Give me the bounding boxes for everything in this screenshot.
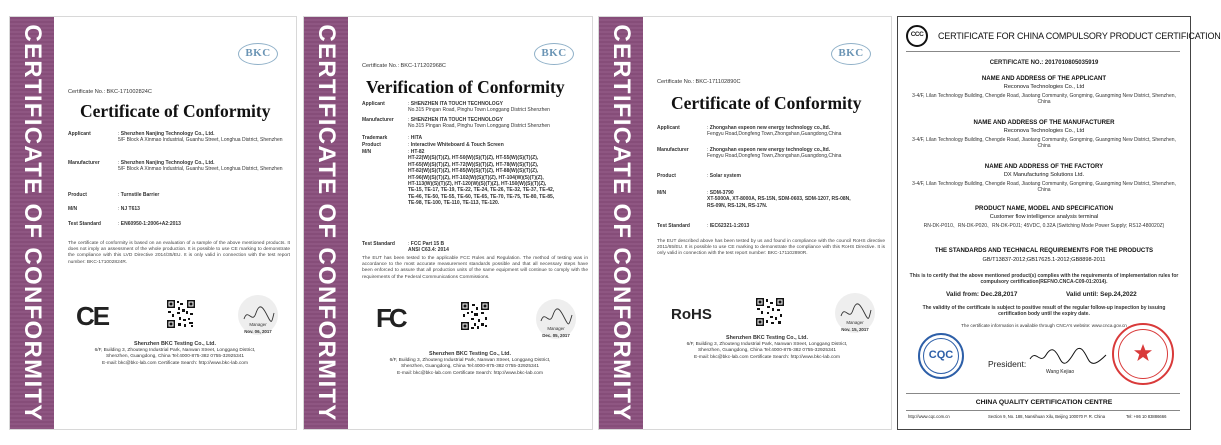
cqc-seal: CQC bbox=[918, 333, 964, 379]
model-row: M/N : SDM-3790 XT-5000A, XT-8000A, RS-15N, SDM-0603, SDM-1207, RS-08N, RS-09N, RS-12N, RS-17N. bbox=[657, 190, 851, 209]
valid-from: Valid from: Dec.28,2017 bbox=[946, 291, 1018, 298]
manufacturer-heading: NAME AND ADDRESS OF THE MANUFACTURER bbox=[973, 119, 1115, 126]
footer-address: Section 9, No. 188, Nansihuan Xilu, Beijing 100070 P. R. China bbox=[988, 414, 1106, 419]
lab-footer: Shenzhen BKC Testing Co., Ltd. 6/F, Building 3, Zhouteng Industrial Park, Nanwan Street, Longgang District, Shenzhen, Guangdong, China Tel:4000-875-382 0755-32925341 E-mail: bkc@bkc-lab.com Certificate Search: http://www.bkc-lab.com bbox=[686, 335, 848, 360]
valid-until: Valid until: Sep.24,2022 bbox=[1066, 291, 1137, 298]
divider bbox=[906, 51, 1180, 52]
bkc-logo: BKC bbox=[238, 41, 280, 69]
signature-date: Nov. 06, 2017 bbox=[244, 329, 272, 334]
applicant-address: 3-4/F, Lilan Technology Building, Chengde Road, Jiaotang Community, Gongming, Guangming New District, Shenzhen, China bbox=[912, 93, 1176, 106]
banner-text: CERTIFICATE OF CONFORMITY bbox=[608, 24, 635, 422]
divider bbox=[906, 393, 1180, 394]
trademark-row: Trademark : HITA bbox=[362, 135, 423, 141]
product-row: Product : Solar system bbox=[657, 173, 741, 179]
certificate-number: Certificate No.: BKC-171002824C bbox=[68, 89, 152, 95]
page-title: CERTIFICATE FOR CHINA COMPULSORY PRODUCT CERTIFICATION bbox=[938, 31, 1221, 41]
fcc-mark: FC bbox=[376, 303, 405, 333]
signature-date: Nov. 15, 2017 bbox=[841, 327, 869, 332]
ccc-logo: CCC bbox=[906, 25, 928, 47]
ce-mark: CE bbox=[76, 301, 109, 331]
issuer-name: CHINA QUALITY CERTIFICATION CENTRE bbox=[975, 399, 1113, 406]
validity-note: The validity of the certificate is subject to positive result of the regular follow-up inspection by issuing certification body until the expiry date. bbox=[922, 305, 1166, 318]
applicant-row: Applicant : Shenzhen Nanjing Technology Co., Ltd. 5/F Block A Xinmao Industrial, Guanhu Street, Longhua District, Shenzhen bbox=[68, 131, 283, 144]
standard-row: Test Standard : EN60950-1:2006+A2:2013 bbox=[68, 221, 181, 227]
statement: The certificate of conformity is based on an evaluation of a sample of the above mentioned products. It does not imply an assessment of the whole production. It is possible to use CE marking to demonstrate the compliance with this LVD Directive 2014/35/EU. It is only valid in connection with the test report number: BKC-171002824R. bbox=[68, 241, 290, 265]
divider bbox=[906, 410, 1180, 411]
page-title: Certificate of Conformity bbox=[80, 101, 271, 121]
applicant-row: Applicant : SHENZHEN ITA TOUCH TECHNOLOGY No.315 Pingan Road, Pinghu Town Longgang District Shenzhen bbox=[362, 101, 550, 114]
factory-heading: NAME AND ADDRESS OF THE FACTORY bbox=[984, 163, 1104, 170]
bkc-logo: BKC bbox=[831, 41, 873, 69]
applicant-name: Reconova Technologies Co., Ltd bbox=[1003, 84, 1085, 90]
qr-code bbox=[166, 299, 196, 329]
lab-footer: Shenzhen BKC Testing Co., Ltd. 6/F, Building 3, Zhouteng Industrial Park, Nanwan Street, Longgang District, Shenzhen, Guangdong, China Tel:4000-875-382 0755-32925341 E-mail: bkc@bkc-lab.com Certificate Search: http://www.bkc-lab.com bbox=[389, 351, 551, 376]
factory-name: DX Manufacturing Solutions Ltd. bbox=[1003, 172, 1085, 178]
banner-text: CERTIFICATE OF CONFORMITY bbox=[19, 24, 46, 422]
standard-row: Test Standard : IEC62321-1:2013 bbox=[657, 223, 750, 229]
statement: The EUT described above has been tested by us and found in compliance with the council RoHS directive 2011/65/EU. It is possible to use CE marking to demonstrate the compliance with this RoHS Directive. It is only valid in connection with the test report number: BKC-171102890R. bbox=[657, 239, 885, 257]
product-name: Customer flow intelligence analysis terminal bbox=[989, 214, 1099, 220]
certificate-number: Certificate No.: BKC-171102890C bbox=[657, 79, 741, 85]
page-title: Certificate of Conformity bbox=[671, 93, 862, 113]
vertical-banner bbox=[599, 17, 643, 429]
manufacturer-name: Reconova Technologies Co., Ltd bbox=[1003, 128, 1085, 134]
manufacturer-address: 3-4/F, Lilan Technology Building, Chengde Road, Jiaotang Community, Gongming, Guangming New District, Shenzhen, China bbox=[912, 137, 1176, 150]
certificate-number: Certificate No.: BKC-171202968C bbox=[362, 63, 446, 69]
red-stamp bbox=[1112, 323, 1174, 385]
vertical-banner bbox=[10, 17, 54, 429]
manufacturer-row: Manufacturer : Zhongshan espeon new energy technology co.,ltd. Fengyu Road,Dongfeng Town,Zhongshan,Guangdong,China bbox=[657, 147, 842, 160]
product-heading: PRODUCT NAME, MODEL AND SPECIFICATION bbox=[974, 205, 1113, 212]
president-name: Wang Kejiao bbox=[1046, 369, 1075, 375]
model-row: M/N : NJ T613 bbox=[68, 206, 140, 212]
signature-date: Dec. 05, 2017 bbox=[542, 333, 570, 338]
banner-text: CERTIFICATE OF CONFORMITY bbox=[313, 24, 340, 422]
statement: The EUT has been tested to the applicable FCC Rules and Regulation. The method of testing was in accordance to the most accurate measurement standards possible and that all necessary steps have been enforced to assure that all production units of the same equipment will continue to comply with the requirements of the Federal Communications Commissions. bbox=[362, 256, 588, 280]
factory-address: 3-4/F, Lilan Technology Building, Chengde Road, Jiaotang Community, Gongming, Guangming New District, Shenzhen, China bbox=[912, 181, 1176, 194]
standard-row: Test Standard : FCC Part 15 B ANSI C63.4: 2014 bbox=[362, 241, 449, 254]
website: http://www.cqc.com.cn bbox=[908, 414, 950, 419]
model-row: M/N : HT-82 HT-22(W)(S)(T)(Z), HT-50(W)(S)(T)(Z), HT-55(W)(S)(T)(Z), HT-65(W)(S)(T)(Z), HT-72(W)(S)(T)(Z), HT-78(W)(S)(T)(Z), HT-82(W)(S)(T)(Z), HT-85(W)(S)(T)(Z), HT-88(W)(S)(T)(Z), HT-96(W)(S)(T)(Z), HT-102(W)(S)(T)(Z), HT-104(W)(S)(T)(Z), HT-113(W)(S)(T)(Z), HT-120(W)(S)(T)(Z), HT-150(W)(S)(T)(Z), TE-15, TE-17, TE-19, TE-22, TE-24, TE-26, TE-32, TE-37, TE-42, TE-46, TE-50, TE-55, TE-60, TE-65, TE-70, TE-75, TE-80, TE-85, TE-98, TE-100, TE-110, TE-113, TE-120. bbox=[362, 149, 555, 207]
certificate-ce bbox=[9, 16, 297, 430]
page-title: Verification of Conformity bbox=[366, 77, 565, 97]
certificate-ccc bbox=[897, 16, 1221, 430]
bkc-logo: BKC bbox=[534, 41, 576, 69]
certificate-fcc bbox=[303, 16, 593, 430]
footer-telephone: Tel: +86 10 83886666 bbox=[1126, 414, 1167, 419]
manager-label: Manager bbox=[249, 322, 267, 327]
qr-code bbox=[755, 297, 785, 327]
manager-label: Manager bbox=[547, 326, 565, 331]
ccc-header bbox=[906, 25, 1221, 47]
lab-footer: Shenzhen BKC Testing Co., Ltd. 6/F, Building 3, Zhouteng Industrial Park, Nanwan Street, Longgang District, Shenzhen, Guangdong, China Tel:4000-875-382 0755-32925341 E-mail: bkc@bkc-lab.com Certificate Search: http://www.bkc-lab.com bbox=[94, 341, 256, 366]
rohs-mark: RoHS bbox=[671, 306, 712, 323]
applicant-heading: NAME AND ADDRESS OF THE APPLICANT bbox=[981, 75, 1107, 82]
manufacturer-row: Manufacturer : Shenzhen Nanjing Technology Co., Ltd. 5/F Block A Xinmao Industrial, Guanhu Street, Longhua District, Shenzhen bbox=[68, 160, 283, 173]
vertical-banner bbox=[304, 17, 348, 429]
product-row: Product : Interactive Whiteboard & Touch Screen bbox=[362, 142, 504, 148]
product-row: Product : Turnstile Barrier bbox=[68, 192, 160, 198]
certificate-rohs bbox=[598, 16, 892, 430]
qr-code bbox=[460, 301, 490, 331]
product-spec: RN-DK-P010、RN-DK-P020、RN-DK-P0J1; 45VDC, 0.32A (Switching Mode Power Supply; RS12-480020Z) bbox=[923, 223, 1165, 229]
applicant-row: Applicant : Zhongshan espeon new energy technology co.,ltd. Fengyu Road,Dongfeng Town,Zhongshan,Guangdong,China bbox=[657, 125, 842, 138]
certification-statement: This is to certify that the above mentioned product(s) complies with the requirements of implementation rules for compulsory certification(REFNO.CNCA-C09-01:2014). bbox=[909, 273, 1179, 286]
standards-list: GB/T13837-2012;GB17625.1-2012;GB8898-2011 bbox=[982, 257, 1106, 263]
certificate-number: CERTIFICATE NO.: 2017010805035919 bbox=[989, 60, 1099, 66]
president-label: President: bbox=[988, 359, 1027, 369]
president-signature bbox=[1028, 345, 1108, 367]
manufacturer-row: Manufacturer : SHENZHEN ITA TOUCH TECHNOLOGY No.315 Pingan Road, Pinghu Town Longgang District Shenzhen bbox=[362, 117, 550, 130]
standards-heading: THE STANDARDS AND TECHNICAL REQUIREMENTS FOR THE PRODUCTS bbox=[934, 247, 1154, 254]
manager-label: Manager bbox=[846, 320, 864, 325]
info-note: The certificate information is available through CNCA's website: www.cnca.gov.cn bbox=[961, 323, 1127, 328]
